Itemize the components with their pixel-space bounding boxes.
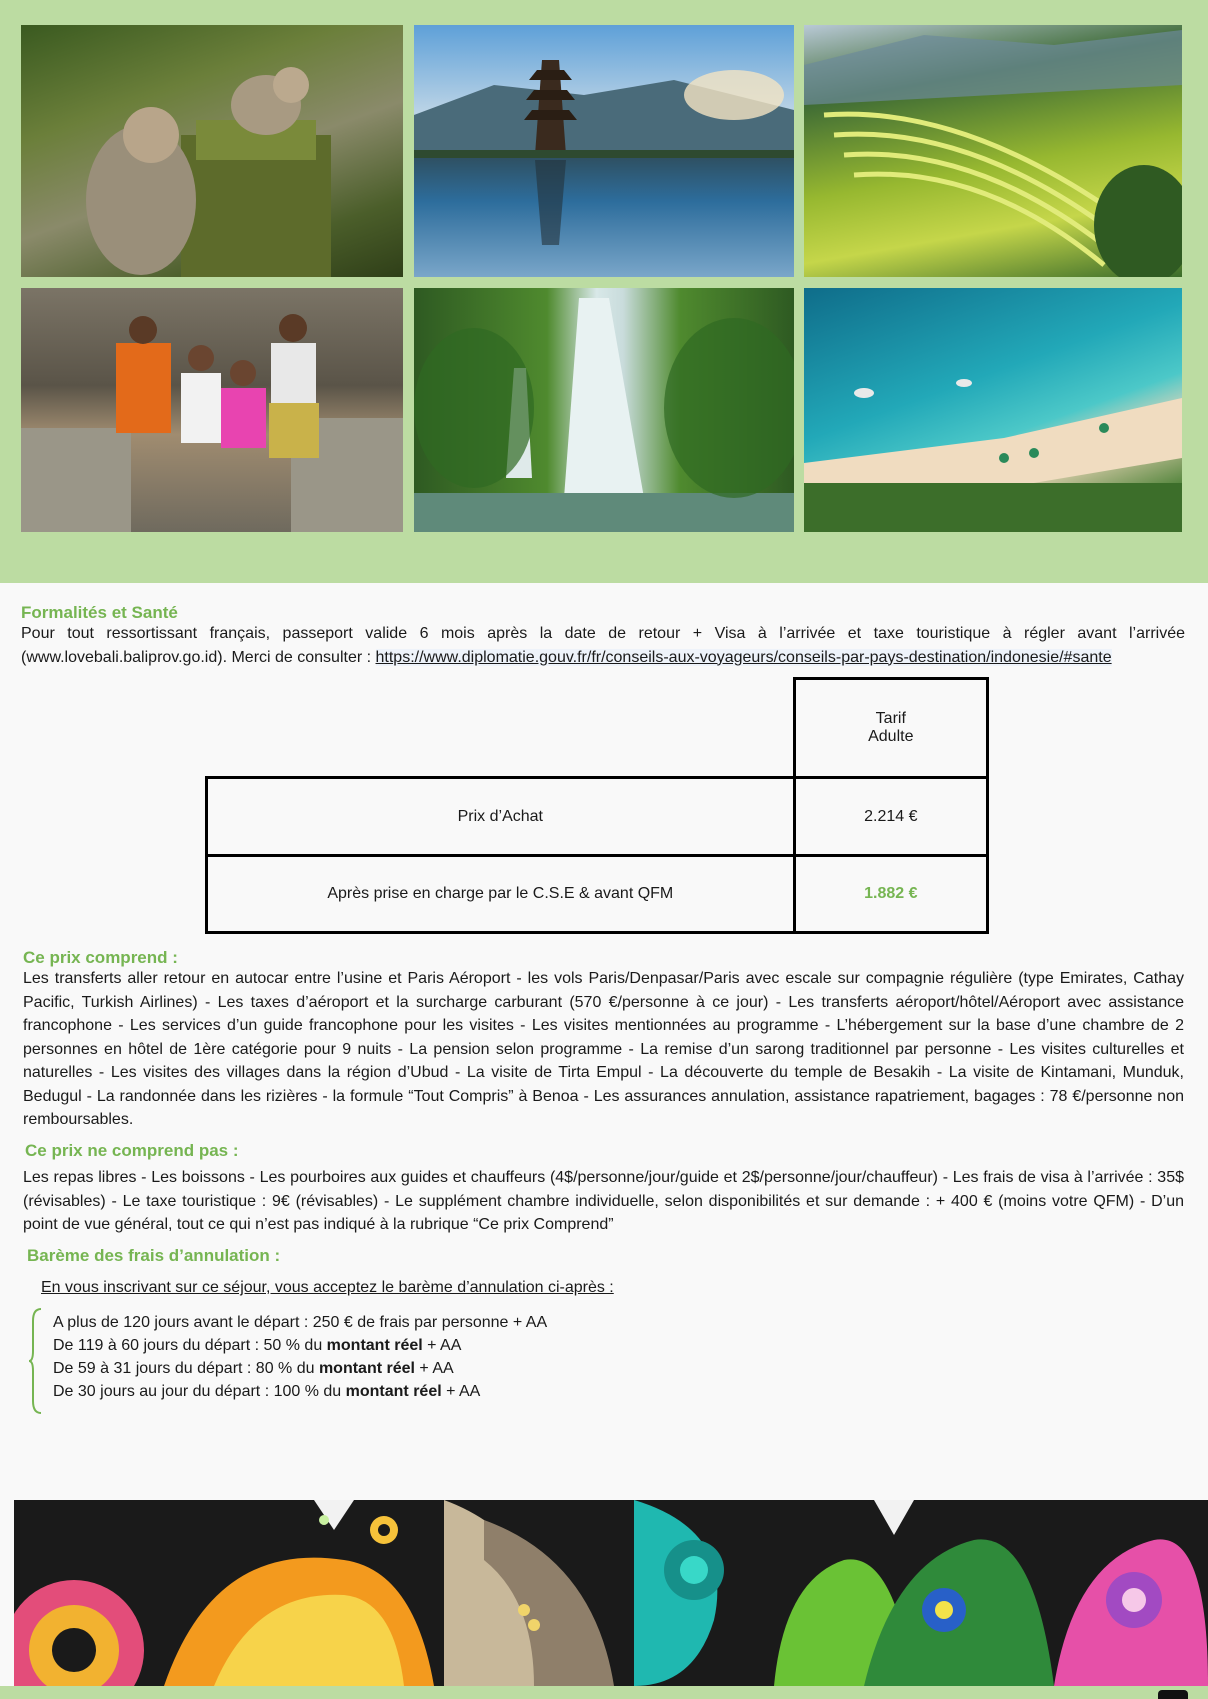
annulation-title: Barème des frais d’annulation :	[27, 1246, 281, 1265]
tarif-header-line2: Adulte	[868, 728, 914, 745]
brace-icon	[28, 1307, 42, 1415]
formalites-text	[21, 622, 1185, 669]
monkey-photo	[21, 25, 403, 277]
diplomatie-link[interactable]: https://www.diplomatie.gouv.fr/fr/conseils-aux-voyageurs/conseils-par-pays-destination/indonesie/#sante	[375, 648, 1112, 666]
formalites-title: Formalités et Santé	[21, 603, 178, 622]
cancel-line-4: De 30 jours au jour du départ : 100 % du montant réel + AA	[53, 1383, 481, 1400]
rice-terraces-photo	[804, 25, 1182, 277]
beach-photo	[804, 288, 1182, 532]
table-row	[207, 856, 988, 933]
decorative-art-banner	[14, 1500, 1208, 1686]
row-value-highlight: 1.882 €	[794, 856, 987, 933]
comprend-text: Les transferts aller retour en autocar entre l’usine et Paris Aéroport - les vols Paris/Denpasar/Paris avec escale sur compagnie régulière (type Emirates, Cathay Pacific, Turkish Airlines) - Les taxes d’aéroport et la surcharge carburant (570 €/personne à ce jour) - Les transferts aéroport/hôtel/Aéroport avec assistance francophone - Les services d’un guide francophone pour les visites - Les visites mentionnées au programme - L’hébergement sur la base d’une chambre de 2 personnes en hôtel de 1ère catégorie pour 9 nuits - La pension selon programme - La remise d’un sarong traditionnel par personne - Les visites culturelles et naturelles - Les visites des villages dans la région d’Ubud - La visite de Tirta Empul - La découverte du temple de Besakih - La visite de Kintamani, Munduk, Bedugul - La randonnée dans les rizières - la formule “Tout Compris” à Benoa - Les assurances annulation, assistance rapatriement, bagages : 78 €/personne non remboursables.	[23, 970, 1184, 1128]
cancel-line-1: A plus de 120 jours avant le départ : 250 € de frais par personne + AA	[53, 1314, 548, 1331]
tarif-header	[794, 679, 987, 778]
cancel-line-3: De 59 à 31 jours du départ : 80 % du montant réel + AA	[53, 1360, 454, 1377]
price-table	[205, 677, 989, 934]
corner-mark	[1158, 1690, 1188, 1699]
row-value: 2.214 €	[794, 778, 987, 856]
formalites-body: Pour tout ressortissant français, passeport valide 6 mois après la date de retour + Visa à l’arrivée et taxe touristique à régler avant l’arrivée (www.lovebali.baliprov.go.id). Merci de consulter :	[21, 625, 1185, 666]
comprend-title: Ce prix comprend :	[23, 948, 178, 967]
row-label: Prix d’Achat	[207, 778, 795, 856]
temple-lake-photo	[414, 25, 794, 277]
cancel-line-2: De 119 à 60 jours du départ : 50 % du montant réel + AA	[53, 1337, 462, 1354]
row-label: Après prise en charge par le C.S.E & avant QFM	[207, 856, 795, 933]
table-row	[207, 778, 988, 856]
ne-comprend-pas-text: Les repas libres - Les boissons - Les pourboires aux guides et chauffeurs (4$/personne/jour/guide et 2$/personne/jour/chauffeur) - Les frais de visa à l’arrivée : 35$ (révisables) - Le taxe touristique : 9€ (révisables) - Le supplément chambre individuelle, selon disponibilités et sur demande : + 400 € (moins votre QFM) - D’un point de vue général, tout ce qui n’est pas indiqué à la rubrique “Ce prix Comprend”	[23, 1169, 1184, 1233]
waterfall-photo	[414, 288, 794, 532]
family-photo	[21, 288, 403, 532]
annulation-intro: En vous inscrivant sur ce séjour, vous acceptez le barème d’annulation ci-après :	[41, 1279, 614, 1296]
ne-comprend-pas-title: Ce prix ne comprend pas :	[25, 1141, 239, 1160]
tarif-header-line1: Tarif	[875, 710, 906, 727]
bottom-strip	[0, 1686, 1208, 1699]
